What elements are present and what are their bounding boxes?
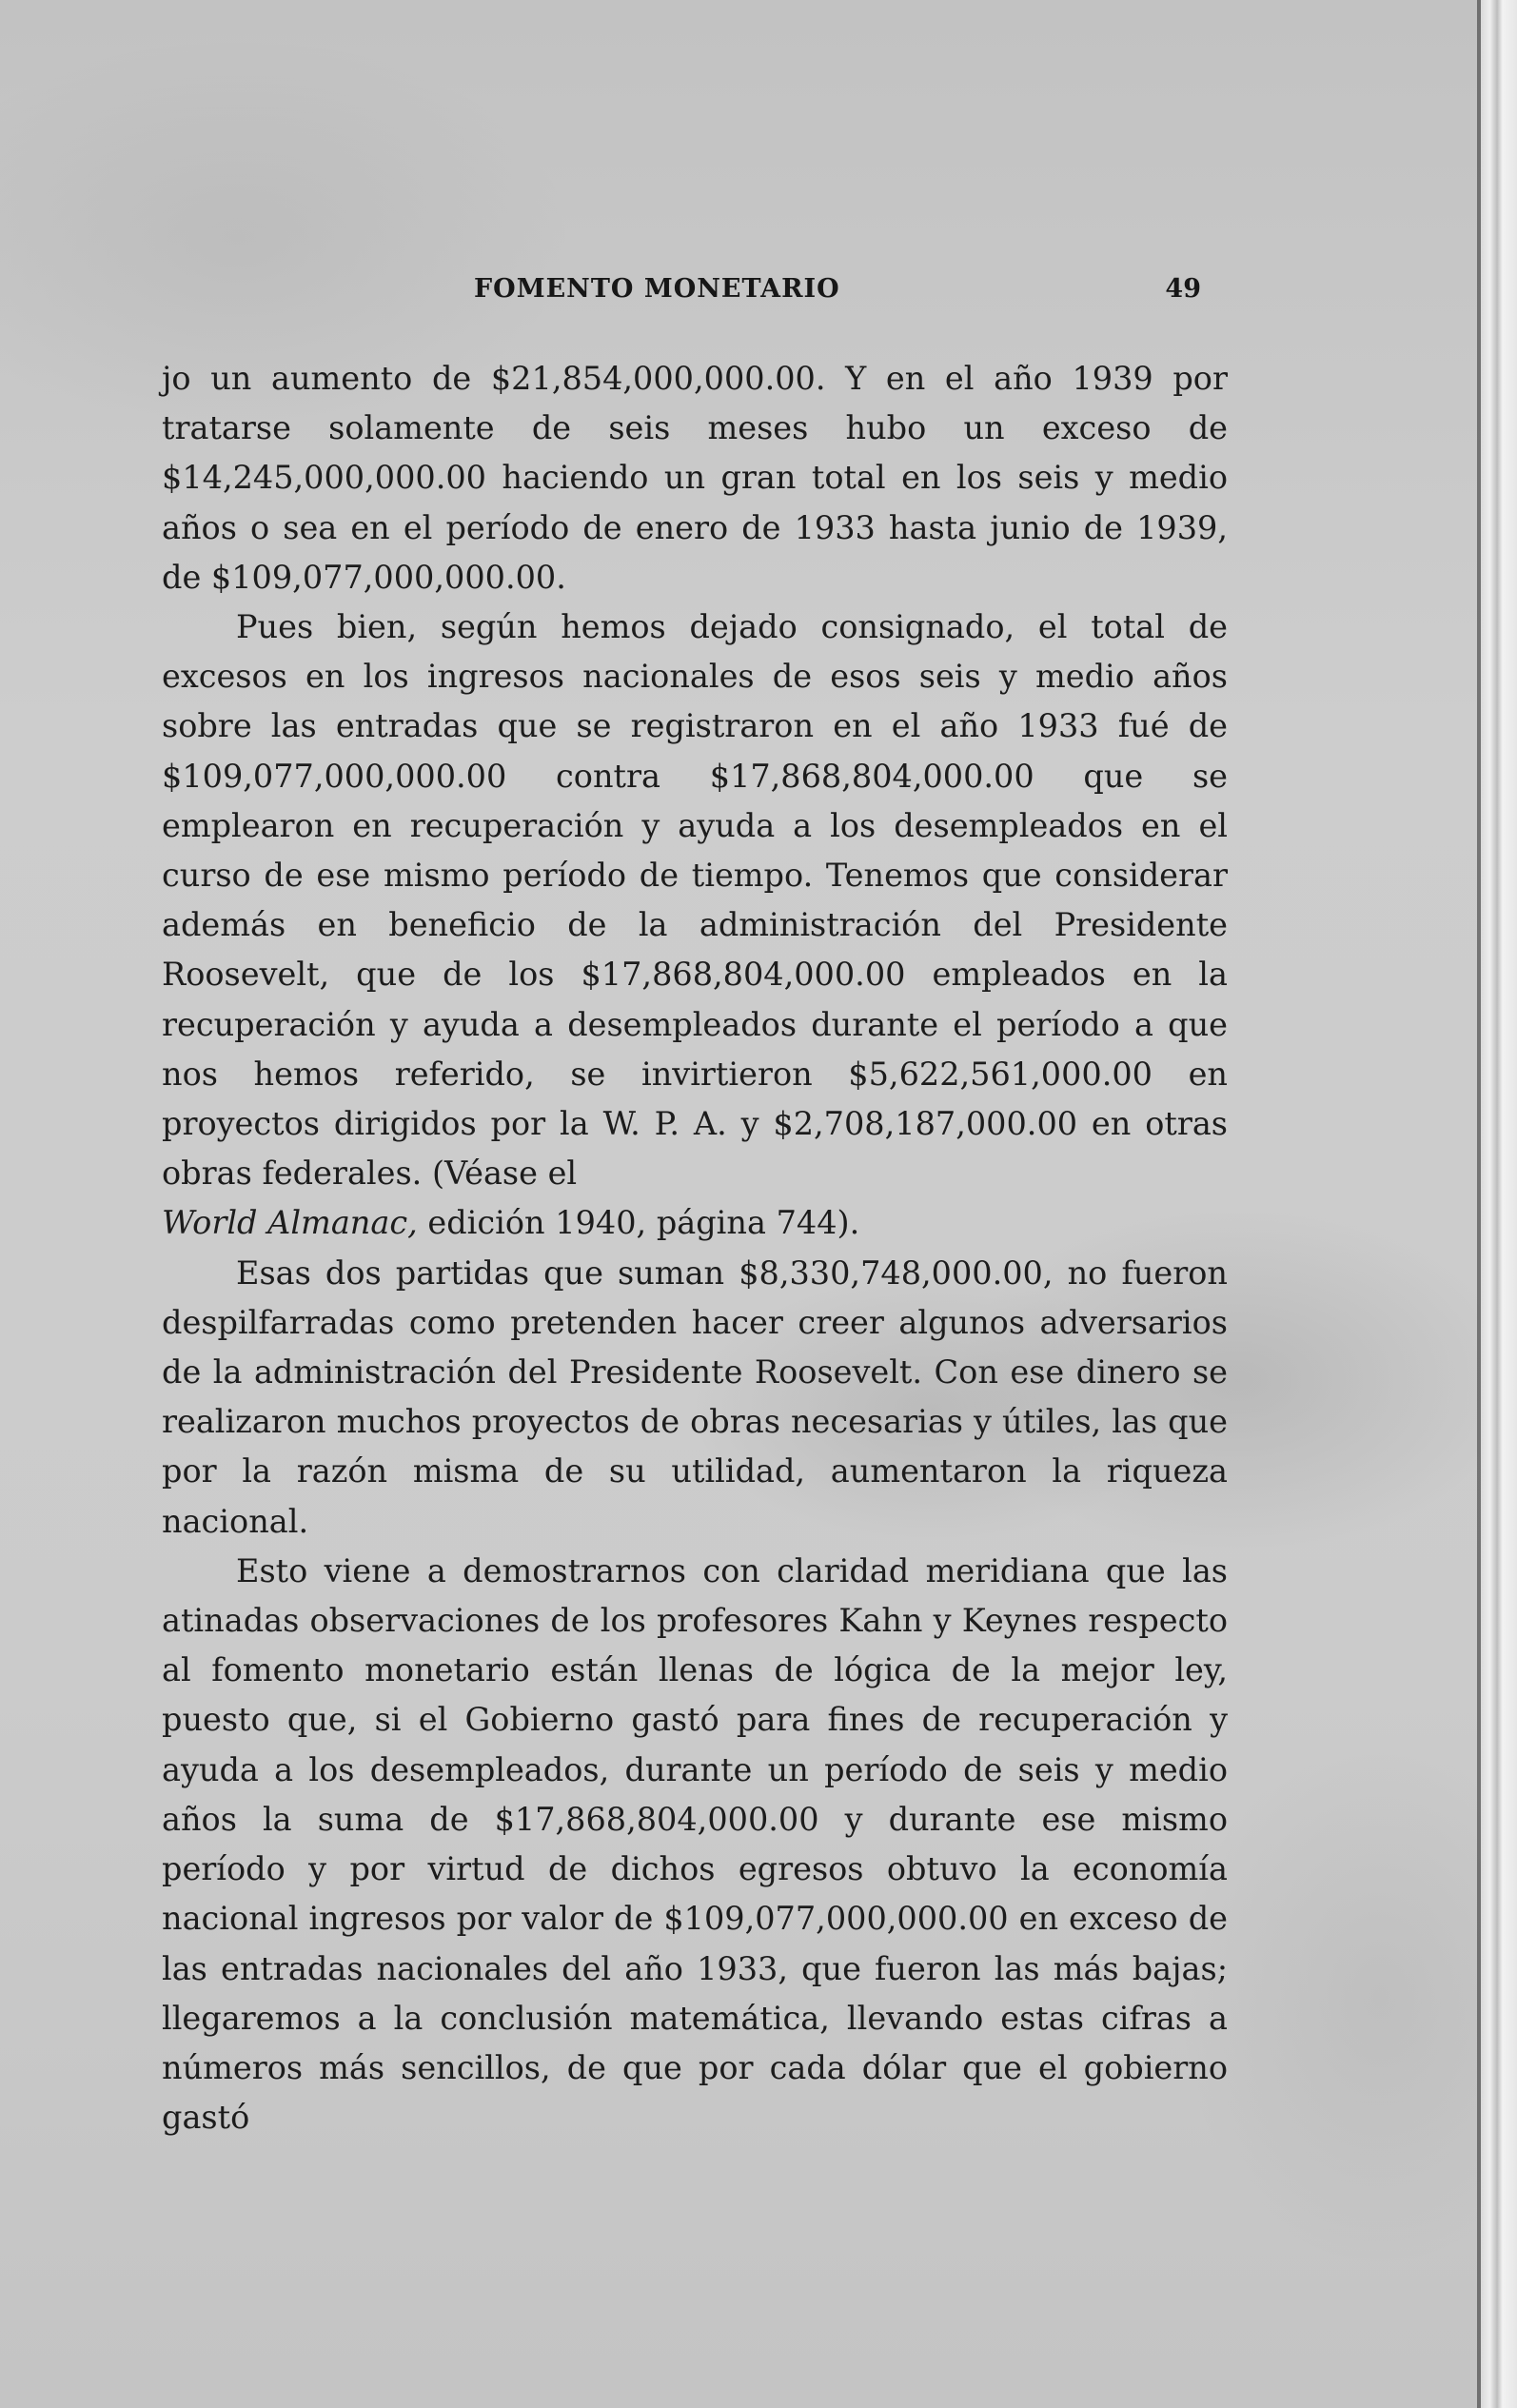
world-almanac-title: World Almanac,	[162, 1204, 418, 1242]
paragraph-partidas: Esas dos partidas que suman $8,330,748,000.00, no fueron despilfarradas como pretenden hacer creer algunos adversarios de la administración del Presidente Roosevelt. Con ese dinero se realizaron muchos proyectos de obras necesarias y útiles, las que por la razón misma de su utilidad, aumentaron la riqueza nacional.	[162, 1253, 1228, 1540]
page-number: 49	[1165, 274, 1201, 304]
book-spine	[1481, 0, 1517, 2408]
paragraph-continuation: jo un aumento de $21,854,000,000.00. Y en el año 1939 por tratarse solamente de seis meses hubo un exceso de $14,245,000,000.00 haciendo un gran total en los seis y medio años o sea en el período de enero de 1933 hasta junio de 1939, de $109,077,000,000.00.	[162, 360, 1228, 596]
paragraph-excesos	[162, 602, 1228, 1249]
paragraph-excesos-text: Pues bien, según hemos dejado consignado, el total de excesos en los ingresos nacionales de esos seis y medio años sobre las entradas que se registraron en el año 1933 fué de $109,077,000,000.00 contra $17,868,804,000.00 que se emplearon en recuperación y ayuda a los desempleados en el curso de ese mismo período de tiempo. Tenemos que considerar además en beneficio de la administración del Presidente Roosevelt, que de los $17,868,804,000.00 empleados en la recuperación y ayuda a desempleados durante el período a que nos hemos referido, se invirtieron $5,622,561,000.00 en proyectos dirigidos por la W. P. A. y $2,708,187,000.00 en otras obras federales. (Véase el	[162, 608, 1228, 1193]
page-header	[162, 274, 1228, 312]
body-text	[162, 354, 1228, 2142]
running-title: FOMENTO MONETARIO	[474, 274, 840, 304]
paragraph-excesos-citation: edición 1940, página 744).	[417, 1204, 860, 1242]
paragraph-demostrarnos: Esto viene a demostrarnos con claridad meridiana que las atinadas observaciones de los profesores Kahn y Keynes respecto al fomento monetario están llenas de lógica de la mejor ley, puesto que, si el Gobierno gastó para fines de recuperación y ayuda a los desempleados, durante un período de seis y medio años la suma de $17,868,804,000.00 y durante ese mismo período y por virtud de dichos egresos obtuvo la economía nacional ingresos por valor de $109,077,000,000.00 en exceso de las entradas nacionales del año 1933, que fueron las más bajas; llegaremos a la conclusión matemática, llevando estas cifras a números más sencillos, de que por cada dólar que el gobierno gastó	[162, 1551, 1228, 2137]
